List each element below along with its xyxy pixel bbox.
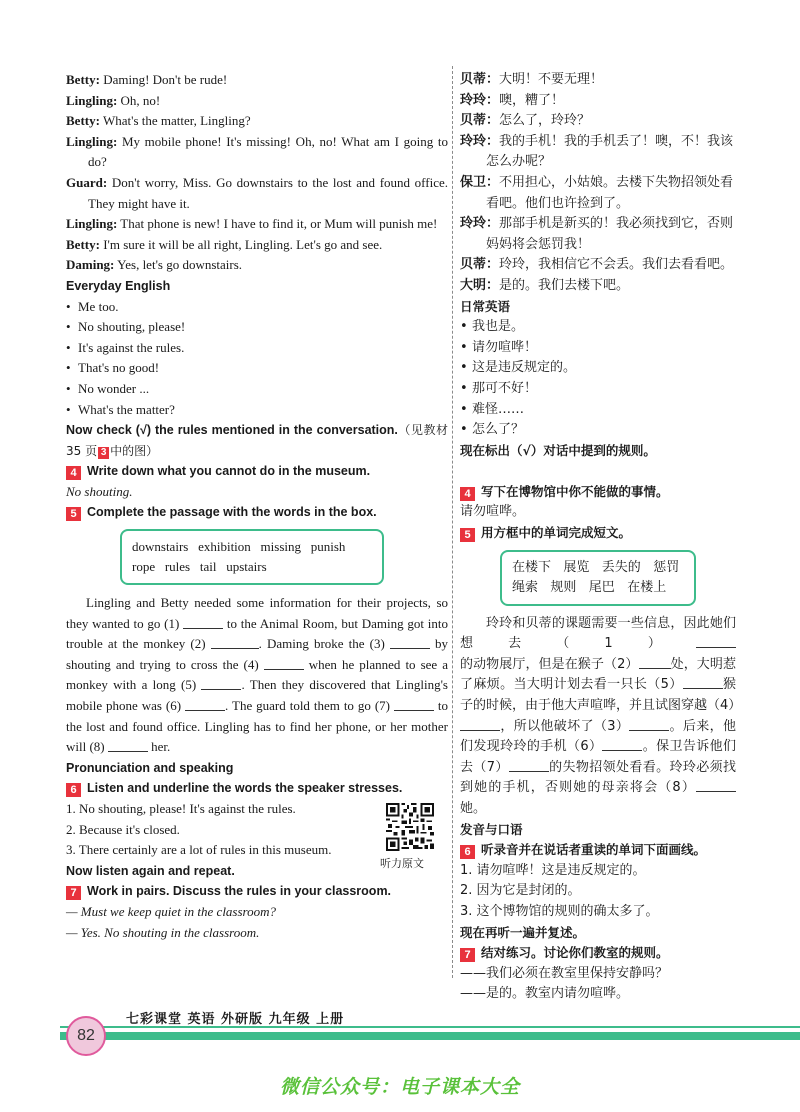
exercise-6-title: 6 Listen and underline the words the speaker stresses. xyxy=(66,778,448,799)
check-instruction: Now check (√) the rules mentioned in the conversation.（见教材 35 页 3 中的图） xyxy=(66,423,448,458)
dialogue-example: — Must we keep quiet in the classroom? xyxy=(66,903,277,919)
word-box-line: 绳索 规则 尾巴 在楼上 xyxy=(512,579,667,595)
exercise-number-badge: 6 xyxy=(460,845,475,859)
answer-blank[interactable] xyxy=(683,677,723,689)
exercise-5-title: 5 Complete the passage with the words in the box. xyxy=(66,502,448,523)
exercise-7-title: 7 Work in pairs. Discuss the rules in your classroom. xyxy=(66,881,448,902)
column-divider xyxy=(452,66,453,978)
chinese-column xyxy=(460,70,742,1005)
exercise-4-answer: 请勿喧哗。 xyxy=(460,504,526,520)
dialogue-line: 玲玲：我的手机！我的手机丢了！噢，不！我该怎么办呢？ xyxy=(460,133,734,170)
exercise-4-answer: No shouting. xyxy=(66,483,133,499)
check-instruction: 现在标出（√）对话中提到的规则。 xyxy=(460,442,656,458)
dialogue-line: 玲玲：噢，糟了！ xyxy=(460,92,565,108)
sentence-item: 2. Because it's closed. xyxy=(66,821,180,837)
dialogue-line: Lingling: That phone is new! I have to find it, or Mum will punish me! xyxy=(66,216,438,232)
phrase-item: • It's against the rules. xyxy=(66,338,448,359)
dialogue-line: 保卫：不用担心，小姑娘。去楼下失物招领处看看吧。他们也许捡到了。 xyxy=(460,174,734,211)
answer-blank[interactable] xyxy=(183,617,223,629)
page-number: 82 xyxy=(66,1016,106,1056)
reference-number-badge: 3 xyxy=(98,447,109,459)
word-box-line: rope rules tail upstairs xyxy=(132,559,267,575)
phrase-item: • 我也是。 xyxy=(460,317,736,338)
phrase-item: • 怎么了？ xyxy=(460,420,736,441)
answer-blank[interactable] xyxy=(629,719,669,731)
phrase-item: • No wonder ... xyxy=(66,379,448,400)
exercise-5-title: 5 用方框中的单词完成短文。 xyxy=(460,523,736,544)
answer-blank[interactable] xyxy=(185,699,225,711)
word-box xyxy=(120,529,384,585)
dialogue-line: 贝蒂：大明！不要无理！ xyxy=(460,72,604,87)
sentence-item: 1. 请勿喧哗！这是违反规定的。 xyxy=(460,862,646,878)
dialogue-line: Lingling: Oh, no! xyxy=(66,92,161,108)
phrase-item: • 这是违反规定的。 xyxy=(460,358,736,379)
phrase-item: • That's no good! xyxy=(66,358,448,379)
answer-blank[interactable] xyxy=(460,719,500,731)
dialogue-line: Betty: Daming! Don't be rude! xyxy=(66,72,228,87)
dialogue-line: Betty: I'm sure it will be all right, Lingling. Let's go and see. xyxy=(66,236,383,252)
answer-blank[interactable] xyxy=(696,780,736,792)
phrase-item: • 那可不好！ xyxy=(460,379,736,400)
dialogue-line: 贝蒂：怎么了，玲玲？ xyxy=(460,113,591,129)
qr-code-icon[interactable] xyxy=(386,803,434,851)
dialogue-line: 贝蒂：玲玲，我相信它不会丢。我们去看看吧。 xyxy=(460,257,734,273)
exercise-number-badge: 6 xyxy=(66,783,81,797)
watermark: 微信公众号：电子课本大全 xyxy=(279,1076,520,1098)
answer-blank[interactable] xyxy=(394,699,434,711)
exercise-4-title: 4 Write down what you cannot do in the museum. xyxy=(66,461,448,482)
sentence-item: 2. 因为它是封闭的。 xyxy=(460,883,581,899)
phrase-item: • No shouting, please! xyxy=(66,317,448,338)
exercise-number-badge: 5 xyxy=(460,528,475,542)
footer-band xyxy=(60,1032,800,1040)
sentence-item: 3. There certainly are a lot of rules in this museum. xyxy=(66,842,332,858)
answer-blank[interactable] xyxy=(201,678,241,690)
phrase-item: • Me too. xyxy=(66,297,448,318)
dialogue-line: Betty: What's the matter, Lingling? xyxy=(66,113,251,129)
everyday-english-title: Everyday English xyxy=(66,278,171,293)
repeat-instruction: 现在再听一遍并复述。 xyxy=(460,924,586,940)
everyday-english-title: 日常英语 xyxy=(460,298,511,314)
exercise-7-title: 7 结对练习。讨论你们教室的规则。 xyxy=(460,943,736,964)
exercise-number-badge: 4 xyxy=(66,466,81,480)
dialogue-line: Guard: Don't worry, Miss. Go downstairs to the lost and found office. They might have it. xyxy=(66,174,448,211)
sentence-item: 1. No shouting, please! It's against the rules. xyxy=(66,801,296,816)
answer-blank[interactable] xyxy=(390,637,430,649)
pronunciation-title: 发音与口语 xyxy=(460,821,523,837)
word-box xyxy=(500,550,696,606)
answer-blank[interactable] xyxy=(211,637,259,649)
repeat-instruction: Now listen again and repeat. xyxy=(66,863,235,878)
qr-caption: 听力原文 xyxy=(380,857,424,870)
dialogue-line: Lingling: My mobile phone! It's missing! Oh, no! What am I going to do? xyxy=(66,133,448,170)
answer-blank[interactable] xyxy=(639,657,671,669)
dialogue-line: 大明：是的。我们去楼下吧。 xyxy=(460,277,630,293)
cloze-passage: 玲玲和贝蒂的课题需要一些信息，因此她们想去（1）的动物展厅，但是在猴子（2） 处，大明惹了麻烦。当大明计划去看一只长（5） 猴子的时候，由于他大声喧哗，并且试图穿越（4），所以他破坏了（3） 。后来，他们发现玲玲的手机（6） 。保卫告诉他们去（7） 的失物招领处看看。玲玲必须找到她的手机，否则她的母亲将会（8）她。 xyxy=(460,615,742,816)
dialogue-example: ——我们必须在教室里保持安静吗？ xyxy=(460,965,669,981)
dialogue-line: Daming: Yes, let's go downstairs. xyxy=(66,257,243,273)
sentence-item: 3. 这个博物馆的规则的确太多了。 xyxy=(460,903,659,919)
word-box-line: 在楼下 展览 丢失的 惩罚 xyxy=(512,559,680,575)
answer-blank[interactable] xyxy=(264,658,304,670)
exercise-number-badge: 7 xyxy=(66,886,81,900)
word-box-line: downstairs exhibition missing punish xyxy=(132,539,346,555)
answer-blank[interactable] xyxy=(509,760,549,772)
exercise-4-title: 4 写下在博物馆中你不能做的事情。 xyxy=(460,482,736,503)
book-title: 七彩课堂 英语 外研版 九年级 上册 xyxy=(126,1012,345,1027)
exercise-number-badge: 5 xyxy=(66,507,81,521)
phrase-item: • 难怪…… xyxy=(460,400,736,421)
exercise-number-badge: 7 xyxy=(460,948,475,962)
dialogue-example: ——是的。教室内请勿喧哗。 xyxy=(460,986,630,1002)
dialogue-line: 玲玲：那部手机是新买的！我必须找到它，否则妈妈将会惩罚我！ xyxy=(460,216,734,252)
answer-blank[interactable] xyxy=(602,739,642,751)
phrase-item: • 请勿喧哗！ xyxy=(460,338,736,359)
phrase-item: • What's the matter? xyxy=(66,400,448,421)
dialogue-example: — Yes. No shouting in the classroom. xyxy=(66,924,260,940)
pronunciation-title: Pronunciation and speaking xyxy=(66,760,234,775)
cloze-passage: Lingling and Betty needed some information for their projects, so they wanted to go (1) to the Animal Room, but Daming got into trouble at the monkey (2) . Daming broke the (3) by shouting and trying to cross the (4) when he planned to see a monkey with a long (5) . Then they discovered that Lingling's mobile phone was (6) . The guard told them to go (7) to the lost and found office. Lingling has to find her phone, or her mother will (8) her. xyxy=(66,595,448,755)
exercise-number-badge: 4 xyxy=(460,487,475,501)
exercise-6-title: 6 听录音并在说话者重读的单词下面画线。 xyxy=(460,840,736,861)
answer-blank[interactable] xyxy=(696,636,736,648)
answer-blank[interactable] xyxy=(108,740,148,752)
